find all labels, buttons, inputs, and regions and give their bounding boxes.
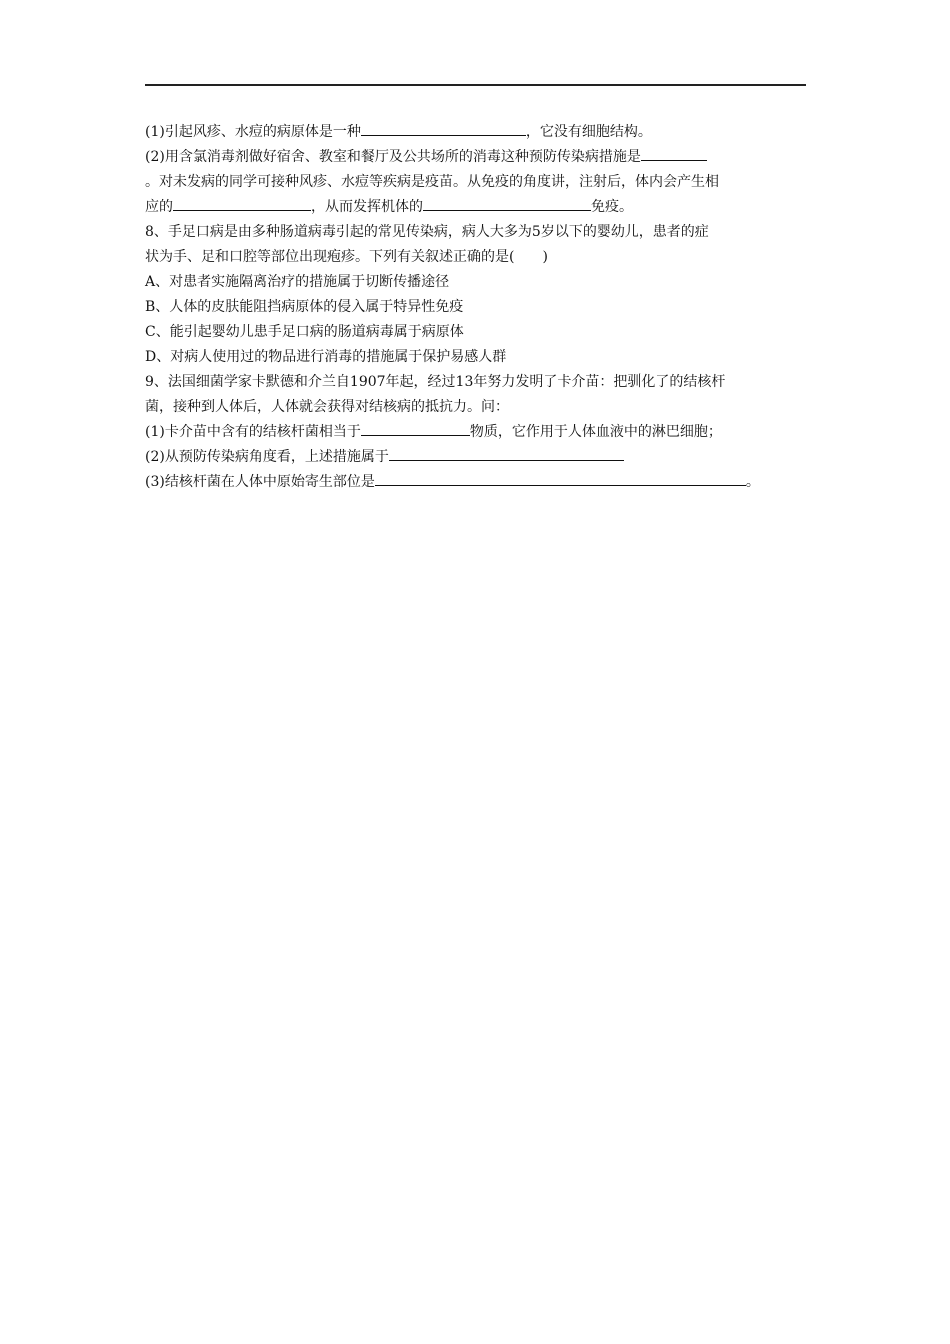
text-segment: (1)卡介苗中含有的结核杆菌相当于	[145, 424, 361, 440]
text-segment: 9、法国细菌学家卡默德和介兰自1907年起，经过13年努力发明了卡介苗：把驯化了的结核杆	[145, 374, 726, 390]
text-segment: 8、手足口病是由多种肠道病毒引起的常见传染病，病人大多为5岁以下的婴幼儿，患者的症	[145, 224, 709, 240]
question-content	[145, 120, 807, 495]
text-segment: ，从而发挥机体的	[311, 199, 423, 215]
header-rule	[145, 84, 806, 86]
text-segment: 。	[745, 474, 760, 490]
text-segment: A、对患者实施隔离治疗的措施属于切断传播途径	[145, 274, 450, 290]
text-segment: D、对病人使用过的物品进行消毒的措施属于保护易感人群	[145, 349, 507, 365]
text-segment: 菌，接种到人体后，人体就会获得对结核病的抵抗力。问：	[145, 399, 509, 415]
text-line	[145, 195, 807, 220]
text-line	[145, 295, 807, 320]
text-line	[145, 370, 807, 395]
text-line	[145, 120, 807, 145]
answer-blank	[375, 470, 746, 486]
text-segment: 应的	[145, 199, 173, 215]
text-segment: (1)引起风疹、水痘的病原体是一种	[145, 124, 361, 140]
answer-blank	[389, 445, 624, 461]
text-line	[145, 145, 807, 170]
text-line	[145, 420, 807, 445]
answer-blank	[641, 145, 707, 161]
text-line	[145, 395, 807, 420]
text-segment: 状为手、足和口腔等部位出现疱疹。下列有关叙述正确的是( )	[145, 249, 548, 265]
text-segment: 物质，它作用于人体血液中的淋巴细胞；	[469, 424, 722, 440]
text-line	[145, 220, 807, 245]
text-segment: ，它没有细胞结构。	[525, 124, 652, 140]
text-segment: 免疫。	[591, 199, 633, 215]
text-segment: 。对未发病的同学可接种风疹、水痘等疾病是疫苗。从免疫的角度讲，注射后，体内会产生相	[145, 174, 719, 190]
text-segment: (2)从预防传染病角度看，上述措施属于	[145, 449, 389, 465]
text-segment: C、能引起婴幼儿患手足口病的肠道病毒属于病原体	[145, 324, 464, 340]
answer-blank	[361, 420, 470, 436]
text-segment: (2)用含氯消毒剂做好宿舍、教室和餐厅及公共场所的消毒这种预防传染病措施是	[145, 149, 641, 165]
answer-blank	[423, 195, 591, 211]
answer-blank	[173, 195, 311, 211]
text-segment: B、人体的皮肤能阻挡病原体的侵入属于特异性免疫	[145, 299, 464, 315]
text-line	[145, 170, 807, 195]
text-line	[145, 445, 807, 470]
answer-blank	[361, 120, 526, 136]
text-line	[145, 270, 807, 295]
text-segment: (3)结核杆菌在人体中原始寄生部位是	[145, 474, 375, 490]
text-line	[145, 320, 807, 345]
text-line	[145, 345, 807, 370]
text-line	[145, 470, 807, 495]
text-line	[145, 245, 807, 270]
